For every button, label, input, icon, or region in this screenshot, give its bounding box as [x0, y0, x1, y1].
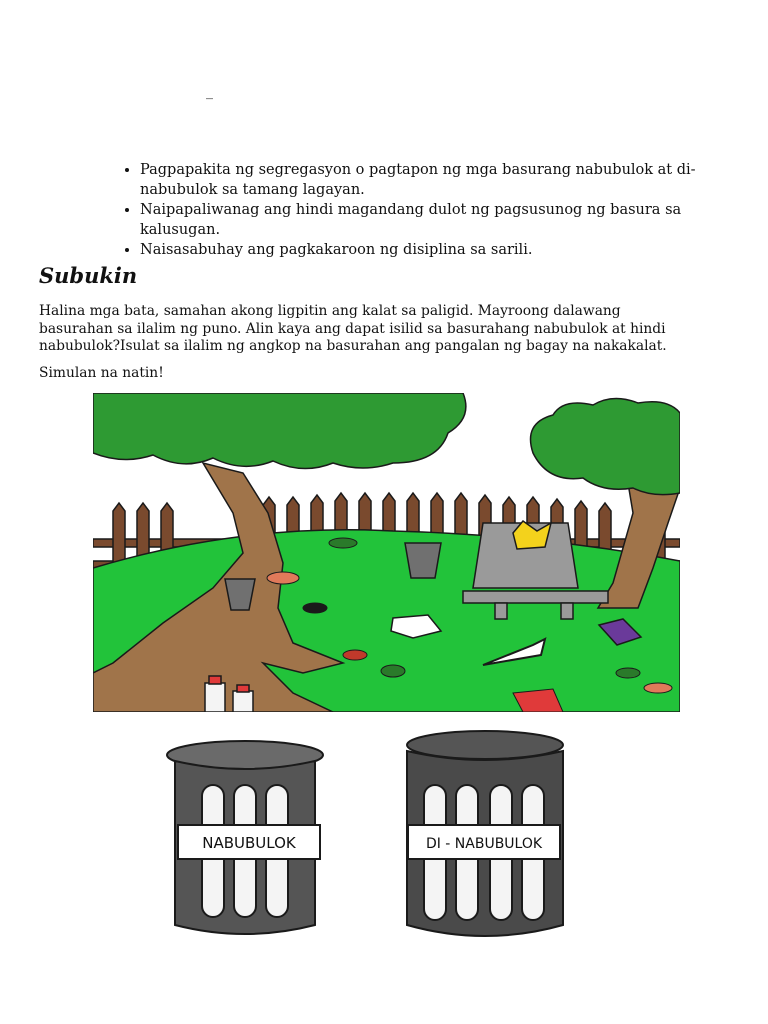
objective-item: • Pagpapakita ng segregasyon o pagtapon ng mga basurang nabubulok at di-nabubulok sa tamang lagayan.	[140, 160, 710, 200]
start-paragraph: Simulan na natin!	[39, 365, 164, 381]
section-title: Subukin	[39, 263, 138, 288]
objective-item: • Naisasabuhay ang pagkakaroon ng disiplina sa sarili.	[140, 240, 710, 260]
park-litter-illustration	[93, 393, 680, 712]
di-nabubulok-label: DI - NABUBULOK	[425, 836, 543, 852]
nabubulok-label: NABUBULOK	[202, 834, 296, 852]
biodegradable-bin	[167, 741, 323, 934]
objective-item: • Naipapaliwanag ang hindi magandang dulot ng pagsusunog ng basura sa kalusugan.	[140, 200, 710, 240]
trash-bins-illustration	[150, 725, 610, 965]
non-biodegradable-bin	[407, 731, 563, 936]
header-dash: _	[206, 84, 213, 100]
objectives-list	[114, 160, 710, 260]
instructions-paragraph: Halina mga bata, samahan akong ligpitin ang kalat sa paligid. Mayroong dalawang basurahan sa ilalim ng puno. Alin kaya ang dapat isilid sa basurahang nabubulok at hindi nabubulok?Isulat sa ilalim ng angkop na basurahan ang pangalan ng bagay na nakakalat.	[39, 303, 667, 354]
